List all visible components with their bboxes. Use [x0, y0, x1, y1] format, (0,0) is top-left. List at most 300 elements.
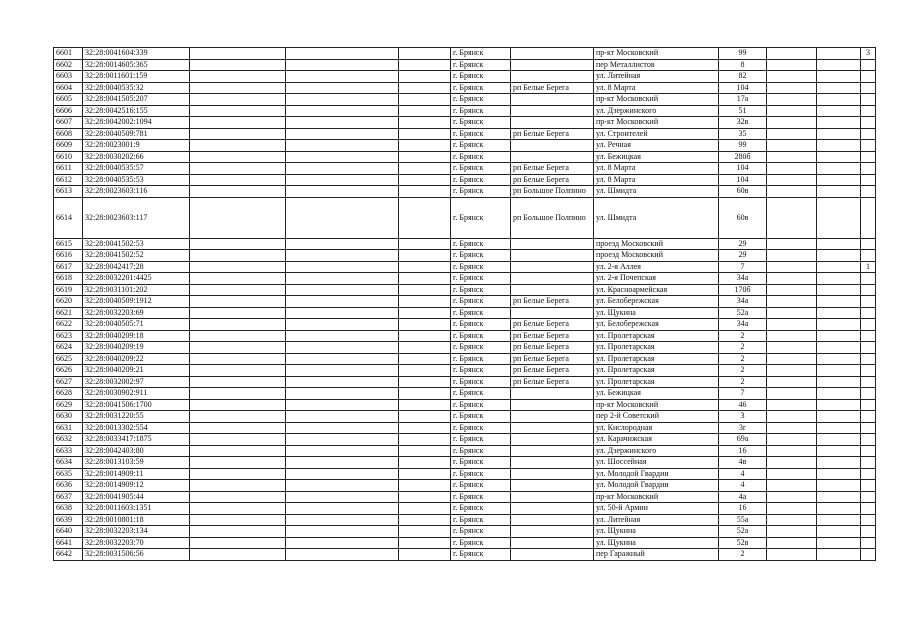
cadastral-number-cell: 32:28:0013302:554	[83, 422, 190, 434]
empty-cell	[817, 140, 861, 152]
empty-cell	[767, 468, 817, 480]
house-number-cell: 7	[719, 261, 767, 273]
empty-cell	[190, 140, 286, 152]
empty-cell	[399, 71, 451, 83]
house-number-cell: 4	[719, 468, 767, 480]
row-number-cell: 6603	[54, 71, 83, 83]
empty-cell	[190, 296, 286, 308]
table-row	[54, 549, 876, 561]
empty-cell	[286, 197, 399, 238]
empty-cell	[767, 549, 817, 561]
empty-cell	[286, 353, 399, 365]
house-number-cell: 7	[719, 388, 767, 400]
house-number-cell: 99	[719, 48, 767, 60]
empty-cell	[767, 128, 817, 140]
cadastral-number-cell: 32:28:0041905:44	[83, 491, 190, 503]
empty-cell	[399, 59, 451, 71]
cadastral-number-cell: 32:28:0032203:134	[83, 526, 190, 538]
table-row	[54, 330, 876, 342]
apartment-cell	[861, 174, 876, 186]
settlement-cell: рп Белые Берега	[511, 330, 594, 342]
empty-cell	[767, 94, 817, 106]
table-row	[54, 537, 876, 549]
empty-cell	[190, 117, 286, 129]
street-cell: ул. Бежицкая	[594, 151, 719, 163]
row-number-cell: 6611	[54, 163, 83, 175]
empty-cell	[767, 117, 817, 129]
settlement-cell	[511, 434, 594, 446]
city-cell: г. Брянск	[451, 480, 511, 492]
empty-cell	[190, 457, 286, 469]
empty-cell	[190, 59, 286, 71]
city-cell: г. Брянск	[451, 526, 511, 538]
house-number-cell: 82	[719, 71, 767, 83]
empty-cell	[817, 284, 861, 296]
row-number-cell: 6606	[54, 105, 83, 117]
empty-cell	[399, 273, 451, 285]
cadastral-number-cell: 32:28:0040509:1912	[83, 296, 190, 308]
street-cell: пер Гаражный	[594, 549, 719, 561]
city-cell: г. Брянск	[451, 514, 511, 526]
empty-cell	[190, 445, 286, 457]
empty-cell	[286, 491, 399, 503]
cadastral-number-cell: 32:28:0042516:155	[83, 105, 190, 117]
empty-cell	[767, 174, 817, 186]
table-row	[54, 261, 876, 273]
empty-cell	[190, 128, 286, 140]
empty-cell	[399, 197, 451, 238]
empty-cell	[817, 526, 861, 538]
street-cell: ул. Пролетарская	[594, 330, 719, 342]
street-cell: пер Металлистов	[594, 59, 719, 71]
cadastral-number-cell: 32:28:0030202:66	[83, 151, 190, 163]
city-cell: г. Брянск	[451, 163, 511, 175]
settlement-cell	[511, 422, 594, 434]
table-row	[54, 48, 876, 60]
street-cell: ул. Литейная	[594, 514, 719, 526]
empty-cell	[767, 71, 817, 83]
street-cell: ул. 50-й Армии	[594, 503, 719, 515]
empty-cell	[190, 342, 286, 354]
cadastral-number-cell: 32:28:0014909:12	[83, 480, 190, 492]
settlement-cell	[511, 549, 594, 561]
empty-cell	[767, 445, 817, 457]
empty-cell	[286, 376, 399, 388]
empty-cell	[190, 151, 286, 163]
city-cell: г. Брянск	[451, 365, 511, 377]
street-cell: пр-кт Московский	[594, 491, 719, 503]
empty-cell	[190, 353, 286, 365]
street-cell: ул. Пролетарская	[594, 342, 719, 354]
empty-cell	[190, 71, 286, 83]
row-number-cell: 6613	[54, 186, 83, 198]
table-row	[54, 151, 876, 163]
city-cell: г. Брянск	[451, 59, 511, 71]
apartment-cell: 3	[861, 48, 876, 60]
empty-cell	[817, 59, 861, 71]
house-number-cell: 29	[719, 238, 767, 250]
city-cell: г. Брянск	[451, 140, 511, 152]
city-cell: г. Брянск	[451, 71, 511, 83]
empty-cell	[817, 261, 861, 273]
empty-cell	[767, 457, 817, 469]
table-row	[54, 365, 876, 377]
empty-cell	[190, 411, 286, 423]
table-row	[54, 105, 876, 117]
empty-cell	[286, 399, 399, 411]
table-row	[54, 94, 876, 106]
row-number-cell: 6639	[54, 514, 83, 526]
empty-cell	[190, 365, 286, 377]
empty-cell	[399, 457, 451, 469]
city-cell: г. Брянск	[451, 117, 511, 129]
empty-cell	[767, 48, 817, 60]
street-cell: пр-кт Московский	[594, 117, 719, 129]
empty-cell	[286, 128, 399, 140]
street-cell: ул. Белобережская	[594, 296, 719, 308]
apartment-cell	[861, 117, 876, 129]
cadastral-number-cell: 32:28:0023603:116	[83, 186, 190, 198]
empty-cell	[817, 388, 861, 400]
street-cell: проезд Московский	[594, 250, 719, 262]
city-cell: г. Брянск	[451, 549, 511, 561]
table-body	[54, 48, 876, 561]
house-number-cell: 34а	[719, 319, 767, 331]
empty-cell	[286, 151, 399, 163]
empty-cell	[190, 174, 286, 186]
cadastral-number-cell: 32:28:0031506:56	[83, 549, 190, 561]
empty-cell	[190, 549, 286, 561]
house-number-cell: 3г	[719, 422, 767, 434]
city-cell: г. Брянск	[451, 434, 511, 446]
empty-cell	[767, 105, 817, 117]
cadastral-number-cell: 32:28:0031220:55	[83, 411, 190, 423]
row-number-cell: 6615	[54, 238, 83, 250]
cadastral-number-cell: 32:28:0041604:339	[83, 48, 190, 60]
settlement-cell	[511, 307, 594, 319]
settlement-cell	[511, 480, 594, 492]
cadastral-number-cell: 32:28:0042417:28	[83, 261, 190, 273]
row-number-cell: 6640	[54, 526, 83, 538]
settlement-cell	[511, 491, 594, 503]
cadastral-number-cell: 32:28:0011601:159	[83, 71, 190, 83]
empty-cell	[817, 82, 861, 94]
empty-cell	[286, 411, 399, 423]
empty-cell	[190, 319, 286, 331]
empty-cell	[399, 491, 451, 503]
cadastral-number-cell: 32:28:0040209:21	[83, 365, 190, 377]
city-cell: г. Брянск	[451, 537, 511, 549]
empty-cell	[399, 434, 451, 446]
empty-cell	[767, 388, 817, 400]
row-number-cell: 6632	[54, 434, 83, 446]
empty-cell	[399, 261, 451, 273]
row-number-cell: 6609	[54, 140, 83, 152]
empty-cell	[767, 284, 817, 296]
house-number-cell: 2	[719, 330, 767, 342]
empty-cell	[286, 549, 399, 561]
empty-cell	[767, 480, 817, 492]
empty-cell	[190, 422, 286, 434]
city-cell: г. Брянск	[451, 151, 511, 163]
empty-cell	[286, 319, 399, 331]
empty-cell	[190, 537, 286, 549]
empty-cell	[817, 537, 861, 549]
apartment-cell	[861, 284, 876, 296]
empty-cell	[767, 526, 817, 538]
house-number-cell: 55а	[719, 514, 767, 526]
address-register-table	[53, 47, 876, 561]
empty-cell	[286, 238, 399, 250]
settlement-cell	[511, 273, 594, 285]
apartment-cell	[861, 434, 876, 446]
empty-cell	[190, 388, 286, 400]
street-cell: проезд Московский	[594, 238, 719, 250]
empty-cell	[399, 330, 451, 342]
house-number-cell: 4а	[719, 491, 767, 503]
empty-cell	[190, 82, 286, 94]
cadastral-number-cell: 32:28:0040209:18	[83, 330, 190, 342]
empty-cell	[399, 186, 451, 198]
house-number-cell: 104	[719, 174, 767, 186]
empty-cell	[817, 151, 861, 163]
cadastral-number-cell: 32:28:0023001:9	[83, 140, 190, 152]
empty-cell	[399, 140, 451, 152]
row-number-cell: 6636	[54, 480, 83, 492]
city-cell: г. Брянск	[451, 48, 511, 60]
table-row	[54, 480, 876, 492]
settlement-cell	[511, 250, 594, 262]
street-cell: пр-кт Московский	[594, 399, 719, 411]
empty-cell	[286, 457, 399, 469]
street-cell: ул. 8 Марта	[594, 163, 719, 175]
cadastral-number-cell: 32:28:0031101:202	[83, 284, 190, 296]
table-row	[54, 514, 876, 526]
row-number-cell: 6624	[54, 342, 83, 354]
empty-cell	[817, 514, 861, 526]
street-cell: ул. Белобережская	[594, 319, 719, 331]
empty-cell	[399, 376, 451, 388]
house-number-cell: 3	[719, 411, 767, 423]
street-cell: ул. 2-я Почепская	[594, 273, 719, 285]
empty-cell	[190, 48, 286, 60]
empty-cell	[817, 365, 861, 377]
empty-cell	[286, 388, 399, 400]
settlement-cell	[511, 105, 594, 117]
row-number-cell: 6604	[54, 82, 83, 94]
settlement-cell	[511, 140, 594, 152]
house-number-cell: 280б	[719, 151, 767, 163]
settlement-cell	[511, 503, 594, 515]
empty-cell	[190, 503, 286, 515]
settlement-cell: рп Белые Берега	[511, 365, 594, 377]
table-row	[54, 319, 876, 331]
settlement-cell	[511, 59, 594, 71]
city-cell: г. Брянск	[451, 457, 511, 469]
street-cell: ул. Щукина	[594, 537, 719, 549]
empty-cell	[767, 151, 817, 163]
apartment-cell: 1	[861, 261, 876, 273]
empty-cell	[767, 411, 817, 423]
empty-cell	[767, 503, 817, 515]
empty-cell	[767, 186, 817, 198]
row-number-cell: 6628	[54, 388, 83, 400]
empty-cell	[190, 307, 286, 319]
empty-cell	[190, 261, 286, 273]
empty-cell	[817, 307, 861, 319]
street-cell: ул. Шоссейная	[594, 457, 719, 469]
house-number-cell: 52а	[719, 307, 767, 319]
table-row	[54, 353, 876, 365]
table-row	[54, 526, 876, 538]
empty-cell	[399, 549, 451, 561]
street-cell: ул. Пролетарская	[594, 365, 719, 377]
cadastral-number-cell: 32:28:0040535:32	[83, 82, 190, 94]
empty-cell	[190, 526, 286, 538]
row-number-cell: 6617	[54, 261, 83, 273]
empty-cell	[817, 186, 861, 198]
apartment-cell	[861, 388, 876, 400]
empty-cell	[817, 422, 861, 434]
empty-cell	[286, 526, 399, 538]
empty-cell	[286, 480, 399, 492]
city-cell: г. Брянск	[451, 388, 511, 400]
empty-cell	[767, 376, 817, 388]
empty-cell	[399, 537, 451, 549]
empty-cell	[286, 284, 399, 296]
empty-cell	[767, 514, 817, 526]
house-number-cell: 4в	[719, 457, 767, 469]
table-row	[54, 468, 876, 480]
empty-cell	[399, 365, 451, 377]
row-number-cell: 6608	[54, 128, 83, 140]
cadastral-number-cell: 32:28:0041502:52	[83, 250, 190, 262]
empty-cell	[190, 468, 286, 480]
empty-cell	[767, 399, 817, 411]
settlement-cell: рп Белые Берега	[511, 296, 594, 308]
cadastral-number-cell: 32:28:0040209:19	[83, 342, 190, 354]
street-cell: ул. Дзержинского	[594, 105, 719, 117]
apartment-cell	[861, 330, 876, 342]
street-cell: ул. Щукина	[594, 307, 719, 319]
settlement-cell: рп Белые Берега	[511, 128, 594, 140]
settlement-cell: рп Белые Берега	[511, 174, 594, 186]
street-cell: ул. Шмидта	[594, 186, 719, 198]
empty-cell	[767, 330, 817, 342]
apartment-cell	[861, 526, 876, 538]
settlement-cell: рп Белые Берега	[511, 319, 594, 331]
city-cell: г. Брянск	[451, 238, 511, 250]
empty-cell	[190, 434, 286, 446]
apartment-cell	[861, 140, 876, 152]
house-number-cell: 8	[719, 59, 767, 71]
empty-cell	[399, 480, 451, 492]
cadastral-number-cell: 32:28:0032203:70	[83, 537, 190, 549]
cadastral-number-cell: 32:28:0032203:69	[83, 307, 190, 319]
empty-cell	[767, 537, 817, 549]
row-number-cell: 6625	[54, 353, 83, 365]
apartment-cell	[861, 549, 876, 561]
settlement-cell	[511, 526, 594, 538]
empty-cell	[767, 273, 817, 285]
apartment-cell	[861, 411, 876, 423]
settlement-cell: рп Белые Берега	[511, 342, 594, 354]
empty-cell	[399, 503, 451, 515]
table-row	[54, 284, 876, 296]
street-cell: ул. Молодой Гвардии	[594, 480, 719, 492]
row-number-cell: 6635	[54, 468, 83, 480]
city-cell: г. Брянск	[451, 261, 511, 273]
row-number-cell: 6621	[54, 307, 83, 319]
settlement-cell	[511, 388, 594, 400]
apartment-cell	[861, 480, 876, 492]
empty-cell	[399, 151, 451, 163]
row-number-cell: 6637	[54, 491, 83, 503]
city-cell: г. Брянск	[451, 399, 511, 411]
city-cell: г. Брянск	[451, 197, 511, 238]
row-number-cell: 6629	[54, 399, 83, 411]
apartment-cell	[861, 307, 876, 319]
empty-cell	[399, 238, 451, 250]
empty-cell	[286, 434, 399, 446]
settlement-cell	[511, 514, 594, 526]
apartment-cell	[861, 59, 876, 71]
street-cell: ул. Карачижская	[594, 434, 719, 446]
empty-cell	[817, 250, 861, 262]
city-cell: г. Брянск	[451, 376, 511, 388]
empty-cell	[817, 342, 861, 354]
house-number-cell: 2	[719, 549, 767, 561]
apartment-cell	[861, 273, 876, 285]
empty-cell	[399, 128, 451, 140]
house-number-cell: 52а	[719, 526, 767, 538]
house-number-cell: 60в	[719, 197, 767, 238]
cadastral-number-cell: 32:28:0030902:911	[83, 388, 190, 400]
cadastral-number-cell: 32:28:0042403:80	[83, 445, 190, 457]
empty-cell	[399, 48, 451, 60]
empty-cell	[399, 284, 451, 296]
apartment-cell	[861, 365, 876, 377]
settlement-cell	[511, 284, 594, 296]
city-cell: г. Брянск	[451, 128, 511, 140]
empty-cell	[399, 296, 451, 308]
table-row	[54, 376, 876, 388]
empty-cell	[817, 296, 861, 308]
street-cell: ул. Щукина	[594, 526, 719, 538]
cadastral-number-cell: 32:28:0040509:781	[83, 128, 190, 140]
empty-cell	[190, 273, 286, 285]
settlement-cell	[511, 411, 594, 423]
empty-cell	[767, 307, 817, 319]
empty-cell	[190, 330, 286, 342]
empty-cell	[190, 514, 286, 526]
street-cell: ул. 2-я Аллея	[594, 261, 719, 273]
table-row	[54, 174, 876, 186]
empty-cell	[817, 330, 861, 342]
empty-cell	[767, 82, 817, 94]
table-row	[54, 399, 876, 411]
settlement-cell	[511, 48, 594, 60]
table-row	[54, 128, 876, 140]
empty-cell	[286, 250, 399, 262]
house-number-cell: 104	[719, 82, 767, 94]
empty-cell	[286, 71, 399, 83]
settlement-cell	[511, 238, 594, 250]
apartment-cell	[861, 342, 876, 354]
settlement-cell: рп Белые Берега	[511, 82, 594, 94]
settlement-cell	[511, 94, 594, 106]
empty-cell	[286, 445, 399, 457]
